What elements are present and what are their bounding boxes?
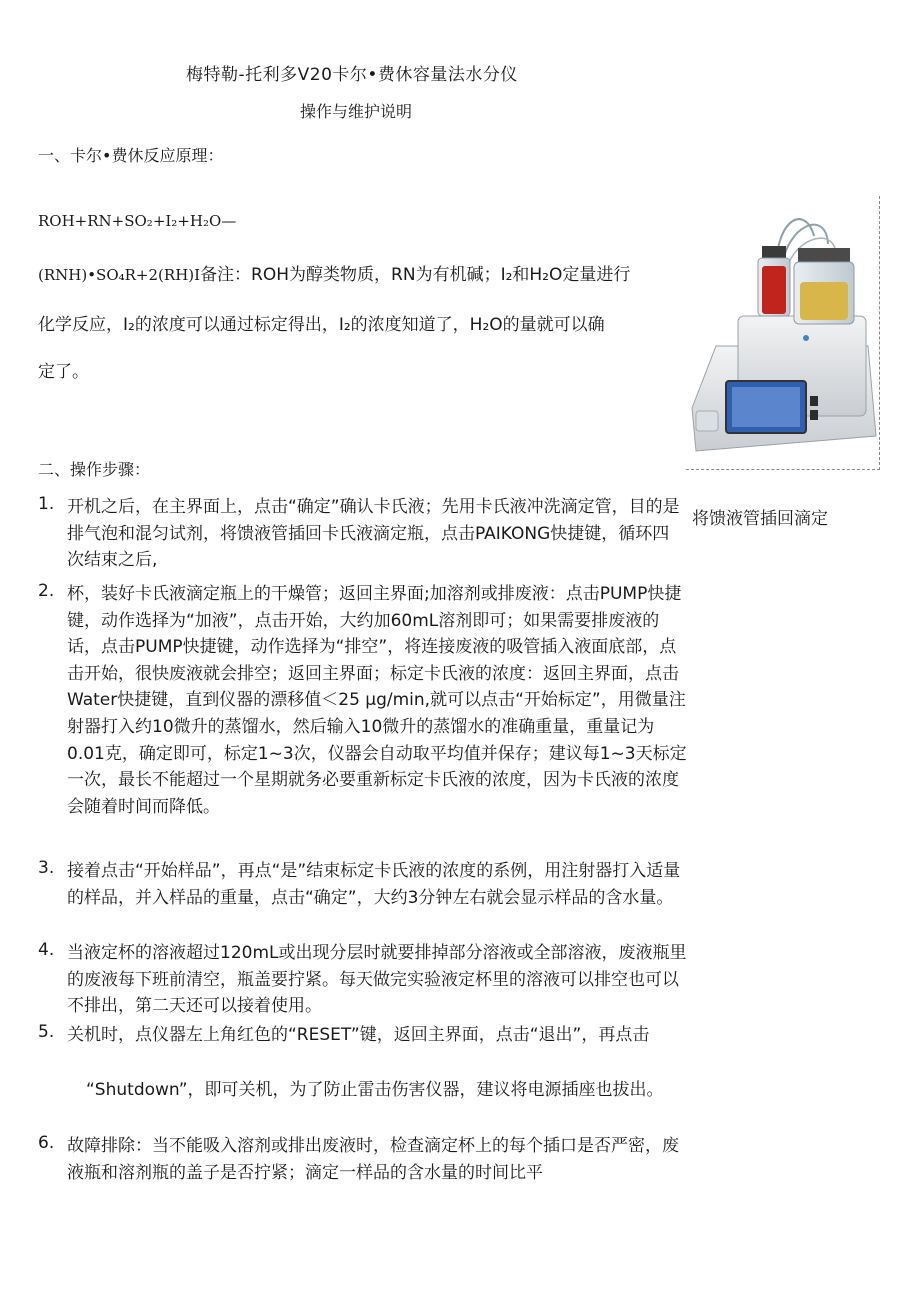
document-subtitle: 操作与维护说明: [300, 102, 413, 121]
document-title: 梅特勒-托利多V20卡尔•费休容量法水分仪: [186, 65, 518, 85]
step-4-text: 当液定杯的溶液超过120mL或出现分层时就要排掉部分溶液或全部溶液，废液瓶里的废液每下班前清空，瓶盖要拧紧。每天做完实验液定杯里的溶液可以排空也可以不排出，第二天还可以接着使用。: [67, 943, 687, 1017]
step-6-text: 故障排除：当不能吸入溶剂或排出废液时，检查滴定杯上的每个插口是否严密，废液瓶和溶剂瓶的盖子是否拧紧；滴定一样品的含水量的时间比平: [67, 1136, 679, 1183]
section-2-heading: 二、操作步骤：: [38, 460, 151, 479]
step-2-number: 2.: [38, 581, 55, 601]
principle-line-3: 定了。: [38, 362, 89, 382]
step-4-number: 4.: [38, 940, 55, 960]
section-1-heading: 一、卡尔•费休反应原理：: [38, 146, 224, 165]
principle-line-1: [38, 260, 630, 285]
reaction-formula-line-1: ROH+RN+SO₂+I₂+H₂O—: [38, 212, 237, 230]
principle-note: 备注：ROH为醇类物质，RN为有机碱；I₂和H₂O定量进行: [200, 265, 631, 285]
step-5-text-a: 关机时，点仪器左上角红色的“RESET”键，返回主界面，点击“退出”，再点击: [67, 1025, 650, 1045]
step-3-number: 3.: [38, 858, 55, 878]
step-1-text: 开机之后，在主界面上，点击“确定”确认卡氏液；先用卡氏液冲洗滴定管，目的是排气泡和混匀试剂，将馈液管插回卡氏液滴定瓶，点击PAIKONG快捷键，循环四次结束之后,: [67, 497, 680, 571]
step-5-number: 5.: [38, 1022, 55, 1042]
step-5-text-b: “Shutdown”，即可关机，为了防止雷击伤害仪器，建议将电源插座也拔出。: [86, 1080, 664, 1100]
step-6-number: 6.: [38, 1133, 55, 1153]
step-1-number: 1.: [38, 494, 55, 514]
step-2-text: 杯，装好卡氏液滴定瓶上的干燥管；返回主界面;加溶剂或排废液：点击PUMP快捷键，动作选择为“加液”，点击开始，大约加60mL溶剂即可；如果需要排废液的话，点击PUMP快捷键，动作选择为“排空”，将连接废液的吸管插入液面底部，点击开始，很快废液就会排空；返回主界面；标定卡氏液的浓度：返回主界面，点击Water快捷键，直到仪器的漂移值＜25 μg/min,就可以点击“开始标定”，用微量注射器打入约10微升的蒸馏水，然后输入10微升的蒸馏水的准确重量，重量记为0.01克，确定即可，标定1~3次，仪器会自动取平均值并保存；建议每1~3天标定一次，最长不能超过一个星期就务必要重新标定卡氏液的浓度，因为卡氏液的浓度会随着时间而降低。: [67, 584, 687, 817]
photo-frame: [686, 196, 880, 470]
titrator-photo: [686, 196, 880, 470]
principle-line-2: 化学反应，I₂的浓度可以通过标定得出，I₂的浓度知道了，H₂O的量就可以确: [38, 315, 605, 335]
side-note: 将馈液管插回滴定: [692, 509, 828, 529]
reaction-formula-line-2: (RNH)•SO₄R+2(RH)I: [38, 266, 201, 284]
step-3-text: 接着点击“开始样品”，再点“是”结束标定卡氏液的浓度的系例，用注射器打入适量的样品，并入样品的重量，点击“确定”，大约3分钟左右就会显示样品的含水量。: [67, 861, 681, 908]
